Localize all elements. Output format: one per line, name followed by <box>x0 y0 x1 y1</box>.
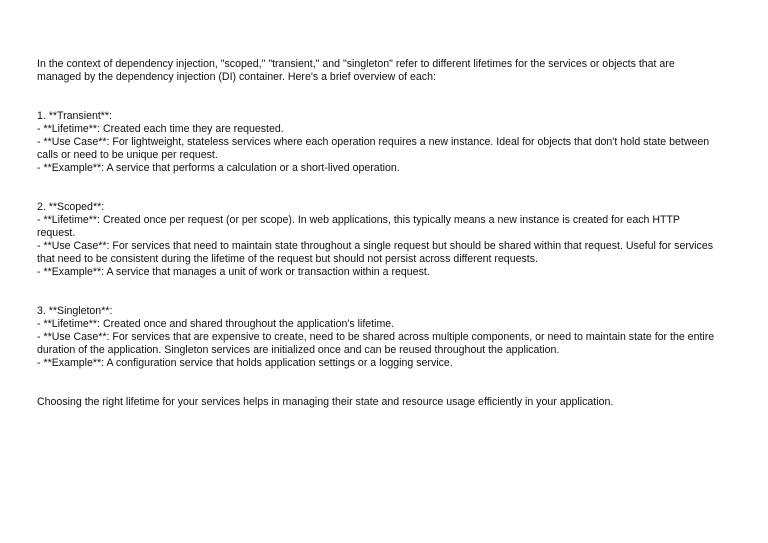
section-line-use-case: - **Use Case**: For services that need to maintain state throughout a single request but should be shared within that request. Useful for services that need to be consistent during the lifetime of the request but should not persist across different requests. <box>37 240 714 265</box>
section-transient <box>37 110 717 175</box>
section-heading: 2. **Scoped**: <box>37 201 105 213</box>
intro-paragraph: In the context of dependency injection, "scoped," "transient," and "singleton" refer to different lifetimes for the services or objects that are managed by the dependency injection (DI) container. Here's a brief overview of each: <box>37 58 675 83</box>
section-heading: 1. **Transient**: <box>37 110 112 122</box>
section-line-example: - **Example**: A service that manages a unit of work or transaction within a request. <box>37 266 430 278</box>
conclusion-paragraph: Choosing the right lifetime for your services helps in managing their state and resource usage efficiently in your application. <box>37 396 614 408</box>
section-heading: 3. **Singleton**: <box>37 305 113 317</box>
document-body <box>37 58 717 409</box>
section-line-lifetime: - **Lifetime**: Created once and shared throughout the application's lifetime. <box>37 318 395 330</box>
section-scoped <box>37 201 717 279</box>
section-line-lifetime: - **Lifetime**: Created each time they are requested. <box>37 123 284 135</box>
section-singleton <box>37 305 717 370</box>
section-line-example: - **Example**: A configuration service that holds application settings or a logging service. <box>37 357 453 369</box>
section-line-example: - **Example**: A service that performs a calculation or a short-lived operation. <box>37 162 400 174</box>
section-line-use-case: - **Use Case**: For services that are expensive to create, need to be shared across multiple components, or need to maintain state for the entire duration of the application. Singleton services are initialized once and can be reused throughout the application. <box>37 331 715 356</box>
section-line-lifetime: - **Lifetime**: Created once per request (or per scope). In web applications, this typically means a new instance is created for each HTTP request. <box>37 214 680 239</box>
section-line-use-case: - **Use Case**: For lightweight, stateless services where each operation requires a new instance. Ideal for objects that don't hold state between calls or need to be unique per request. <box>37 136 710 161</box>
